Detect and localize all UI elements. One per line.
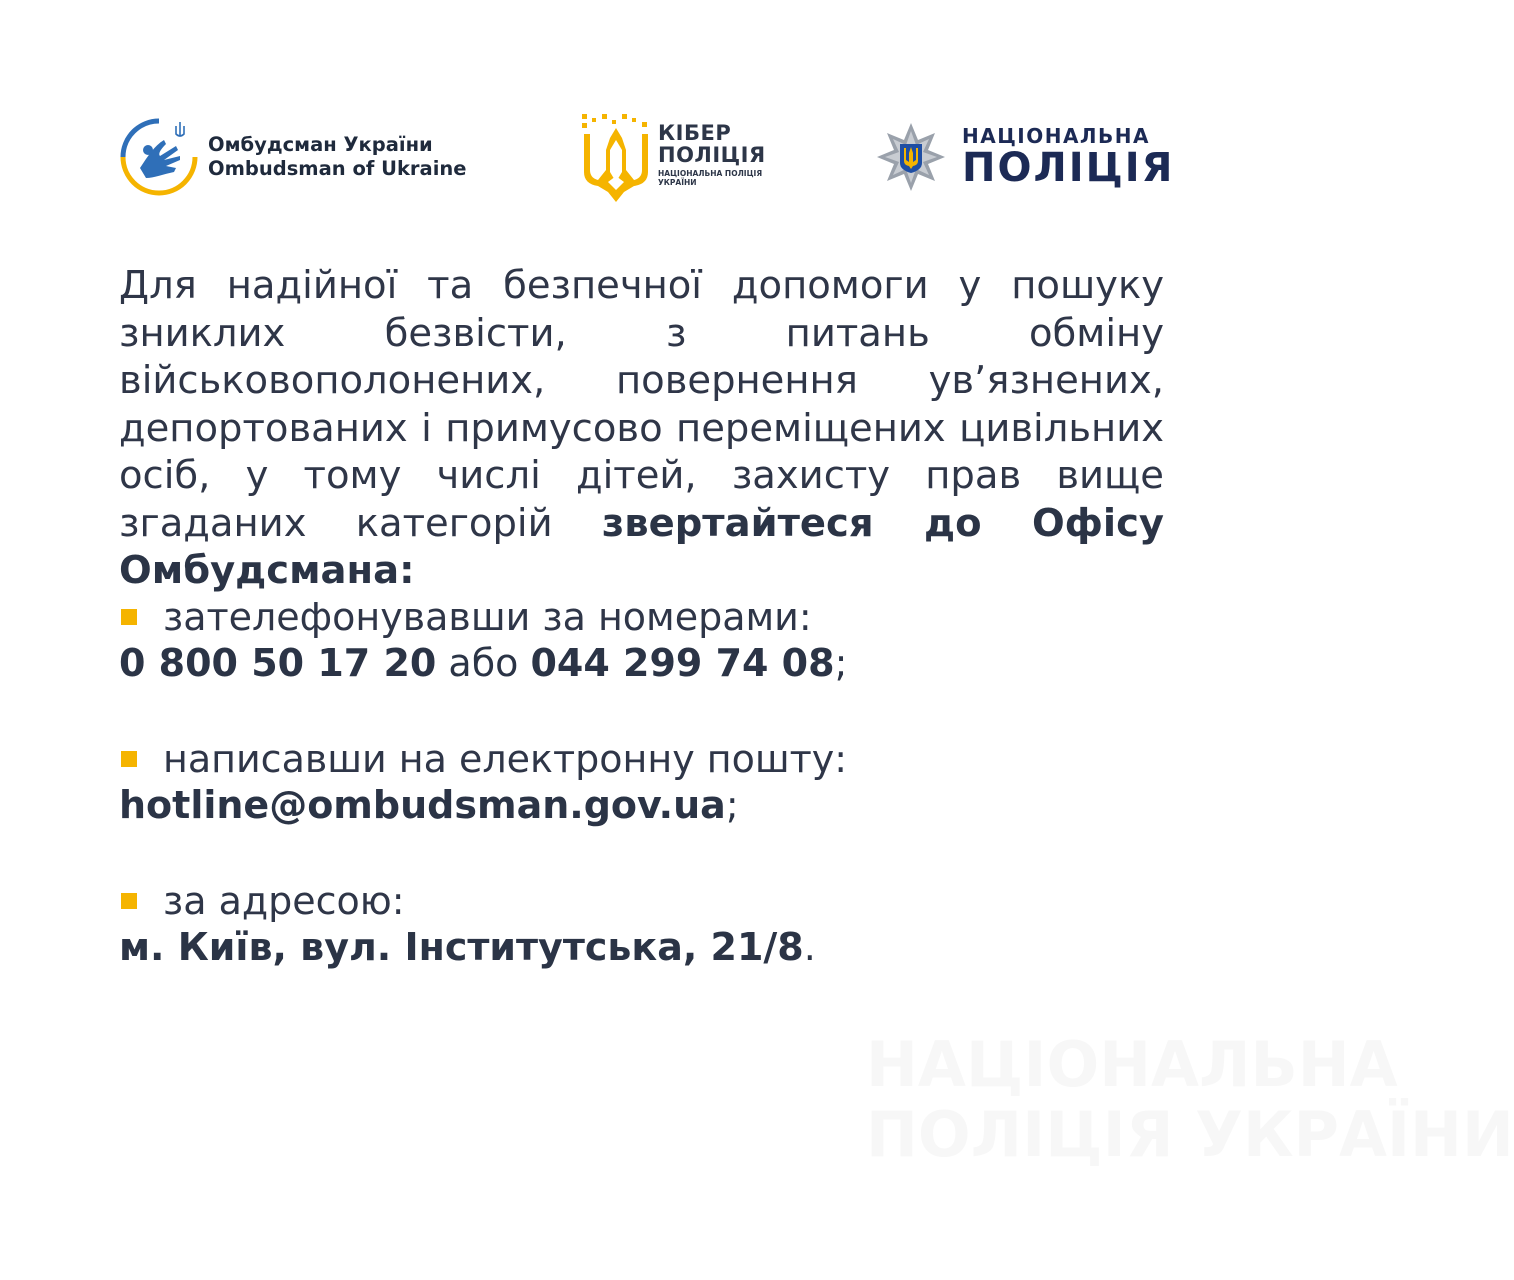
email-lead-text: написавши на електронну пошту: bbox=[163, 737, 848, 781]
bullet-icon bbox=[121, 751, 137, 767]
phone-number-2[interactable]: 044 299 74 08 bbox=[530, 641, 835, 685]
phone-connector: або bbox=[436, 641, 531, 685]
address-lead-text: за адресою: bbox=[163, 879, 405, 923]
street-address: м. Київ, вул. Інститутська, 21/8 bbox=[119, 925, 804, 969]
police-title-large: ПОЛІЦІЯ bbox=[962, 145, 1175, 191]
intro-call-to-action: звертайтеся до Офісу Омбудсмана: bbox=[119, 500, 1164, 593]
intro-text: Для надійної та безпечної допомоги у пошуку зниклих безвісти, з питань обміну військовополонених, повернення ув’язнених, депортованих і примусово переміщених цивільних осіб, у тому числі дітей, захисту прав вище згаданих категорій bbox=[119, 263, 1164, 546]
logos-header bbox=[0, 110, 1280, 210]
watermark-line-2: ПОЛІЦІЯ УКРАЇНИ bbox=[866, 1098, 1514, 1171]
ombudsman-name-en: Ombudsman of Ukraine bbox=[208, 157, 467, 180]
phone-number-1[interactable]: 0 800 50 17 20 bbox=[119, 641, 437, 685]
phone-lead-text: зателефонувавши за номерами: bbox=[163, 595, 812, 639]
ombudsman-logo bbox=[118, 116, 467, 198]
police-star-icon bbox=[876, 122, 946, 192]
watermark-line-1: НАЦІОНАЛЬНА bbox=[866, 1028, 1398, 1101]
email-address[interactable]: hotline@ombudsman.gov.ua bbox=[119, 783, 726, 827]
phone-lead bbox=[119, 594, 1219, 640]
address-value bbox=[119, 924, 1219, 970]
address-end: . bbox=[803, 925, 816, 969]
contact-email bbox=[119, 736, 1219, 828]
contact-address bbox=[119, 878, 1219, 970]
national-police-title: НАЦІОНАЛЬНА bbox=[962, 124, 1151, 148]
main-content bbox=[119, 262, 1164, 595]
cyber-title: КІБЕР bbox=[658, 120, 732, 145]
intro-paragraph bbox=[119, 262, 1164, 595]
watermark bbox=[866, 1028, 1514, 1180]
contact-phone bbox=[119, 594, 1219, 686]
email-lead bbox=[119, 736, 1219, 782]
phone-numbers bbox=[119, 640, 1219, 686]
cyber-subtitle: НАЦІОНАЛЬНА ПОЛІЦІЯ УКРАЇНИ bbox=[658, 168, 763, 187]
address-lead bbox=[119, 878, 1219, 924]
ombudsman-hand-icon bbox=[118, 116, 200, 198]
national-police-logo bbox=[876, 122, 1174, 192]
bullet-icon bbox=[121, 893, 137, 909]
trident-icon bbox=[578, 110, 654, 204]
cyber-police-logo bbox=[578, 110, 783, 204]
email-value bbox=[119, 782, 1219, 828]
email-end: ; bbox=[725, 783, 739, 827]
phone-end: ; bbox=[834, 641, 848, 685]
bullet-icon bbox=[121, 609, 137, 625]
police-title: ПОЛІЦІЯ bbox=[658, 142, 766, 167]
ombudsman-name-ua: Омбудсман України bbox=[208, 133, 433, 156]
